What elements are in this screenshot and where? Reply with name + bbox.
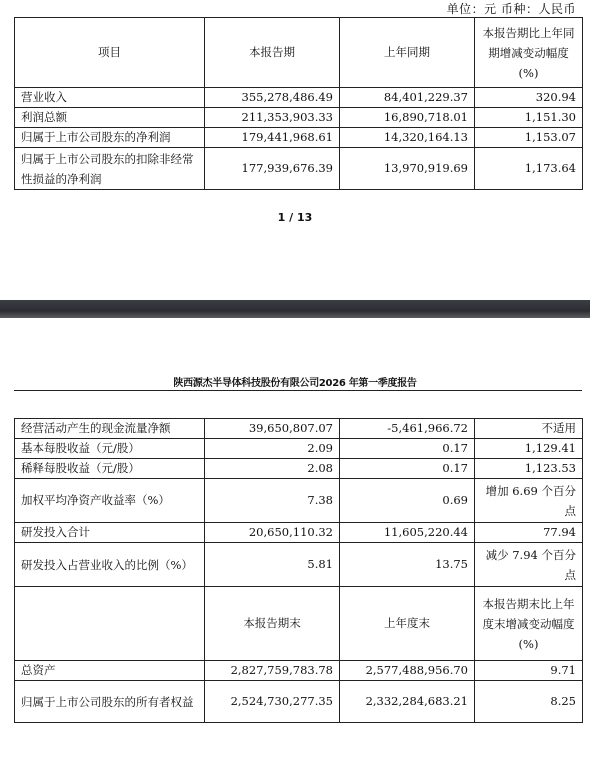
table-row [15, 439, 583, 459]
row-label: 营业收入 [15, 88, 205, 108]
table-row [15, 419, 583, 439]
header-change: 本报告期比上年同期增减变动幅度(%) [475, 18, 583, 88]
row-current: 5.81 [205, 543, 340, 587]
row-current: 39,650,807.07 [205, 419, 340, 439]
row-current: 355,278,486.49 [205, 88, 340, 108]
row-label: 利润总额 [15, 108, 205, 128]
row-label: 研发投入占营业收入的比例（%） [15, 543, 205, 587]
row-prior: 84,401,229.37 [340, 88, 475, 108]
title-divider [14, 390, 582, 391]
page-one [0, 0, 590, 300]
table-row [15, 543, 583, 587]
row-prior: 13,970,919.69 [340, 148, 475, 190]
header-prior: 上年同期 [340, 18, 475, 88]
table-row [15, 148, 583, 190]
row-prior: 14,320,164.13 [340, 128, 475, 148]
row-label: 研发投入合计 [15, 523, 205, 543]
page-two [0, 318, 590, 760]
header-item [15, 587, 205, 661]
row-label: 总资产 [15, 661, 205, 681]
row-current: 20,650,110.32 [205, 523, 340, 543]
row-change: 8.25 [475, 681, 583, 723]
table-row [15, 479, 583, 523]
page-separator [0, 300, 590, 318]
row-prior: 16,890,718.01 [340, 108, 475, 128]
row-prior: 2,332,284,683.21 [340, 681, 475, 723]
row-prior: 11,605,220.44 [340, 523, 475, 543]
row-change: 320.94 [475, 88, 583, 108]
table-row [15, 681, 583, 723]
table-row [15, 523, 583, 543]
row-label: 归属于上市公司股东的扣除非经常性损益的净利润 [15, 148, 205, 190]
row-change: 1,129.41 [475, 439, 583, 459]
row-prior: 0.69 [340, 479, 475, 523]
row-prior: 0.17 [340, 439, 475, 459]
row-change: 1,173.64 [475, 148, 583, 190]
row-current: 2,524,730,277.35 [205, 681, 340, 723]
table-row [15, 128, 583, 148]
row-current: 179,441,968.61 [205, 128, 340, 148]
row-label: 经营活动产生的现金流量净额 [15, 419, 205, 439]
financial-table-top [14, 17, 583, 190]
row-label: 稀释每股收益（元/股） [15, 459, 205, 479]
row-change: 减少 7.94 个百分点 [475, 543, 583, 587]
row-prior: 0.17 [340, 459, 475, 479]
row-label: 加权平均净资产收益率（%） [15, 479, 205, 523]
row-change: 1,123.53 [475, 459, 583, 479]
row-current: 7.38 [205, 479, 340, 523]
row-current: 2.09 [205, 439, 340, 459]
row-current: 2.08 [205, 459, 340, 479]
header-change: 本报告期末比上年度末增减变动幅度(%) [475, 587, 583, 661]
row-change: 9.71 [475, 661, 583, 681]
row-prior: 2,577,488,956.70 [340, 661, 475, 681]
table-header-row [15, 18, 583, 88]
financial-table-bottom [14, 418, 583, 723]
row-change: 77.94 [475, 523, 583, 543]
row-change: 1,153.07 [475, 128, 583, 148]
unit-currency-note: 单位：元 币种：人民币 [446, 2, 576, 16]
table-row [15, 661, 583, 681]
row-change: 增加 6.69 个百分点 [475, 479, 583, 523]
row-change: 不适用 [475, 419, 583, 439]
row-current: 177,939,676.39 [205, 148, 340, 190]
table-header-row [15, 587, 583, 661]
header-current: 本报告期 [205, 18, 340, 88]
row-change: 1,151.30 [475, 108, 583, 128]
header-item: 项目 [15, 18, 205, 88]
row-prior: -5,461,966.72 [340, 419, 475, 439]
table-row [15, 88, 583, 108]
header-current: 本报告期末 [205, 587, 340, 661]
row-current: 211,353,903.33 [205, 108, 340, 128]
table-row [15, 459, 583, 479]
row-label: 归属于上市公司股东的所有者权益 [15, 681, 205, 723]
header-prior: 上年度末 [340, 587, 475, 661]
row-current: 2,827,759,783.78 [205, 661, 340, 681]
row-label: 归属于上市公司股东的净利润 [15, 128, 205, 148]
table-row [15, 108, 583, 128]
page-number: 1 / 13 [277, 211, 313, 224]
row-prior: 13.75 [340, 543, 475, 587]
row-label: 基本每股收益（元/股） [15, 439, 205, 459]
report-title: 陕西源杰半导体科技股份有限公司2026 年第一季度报告 [173, 378, 417, 389]
